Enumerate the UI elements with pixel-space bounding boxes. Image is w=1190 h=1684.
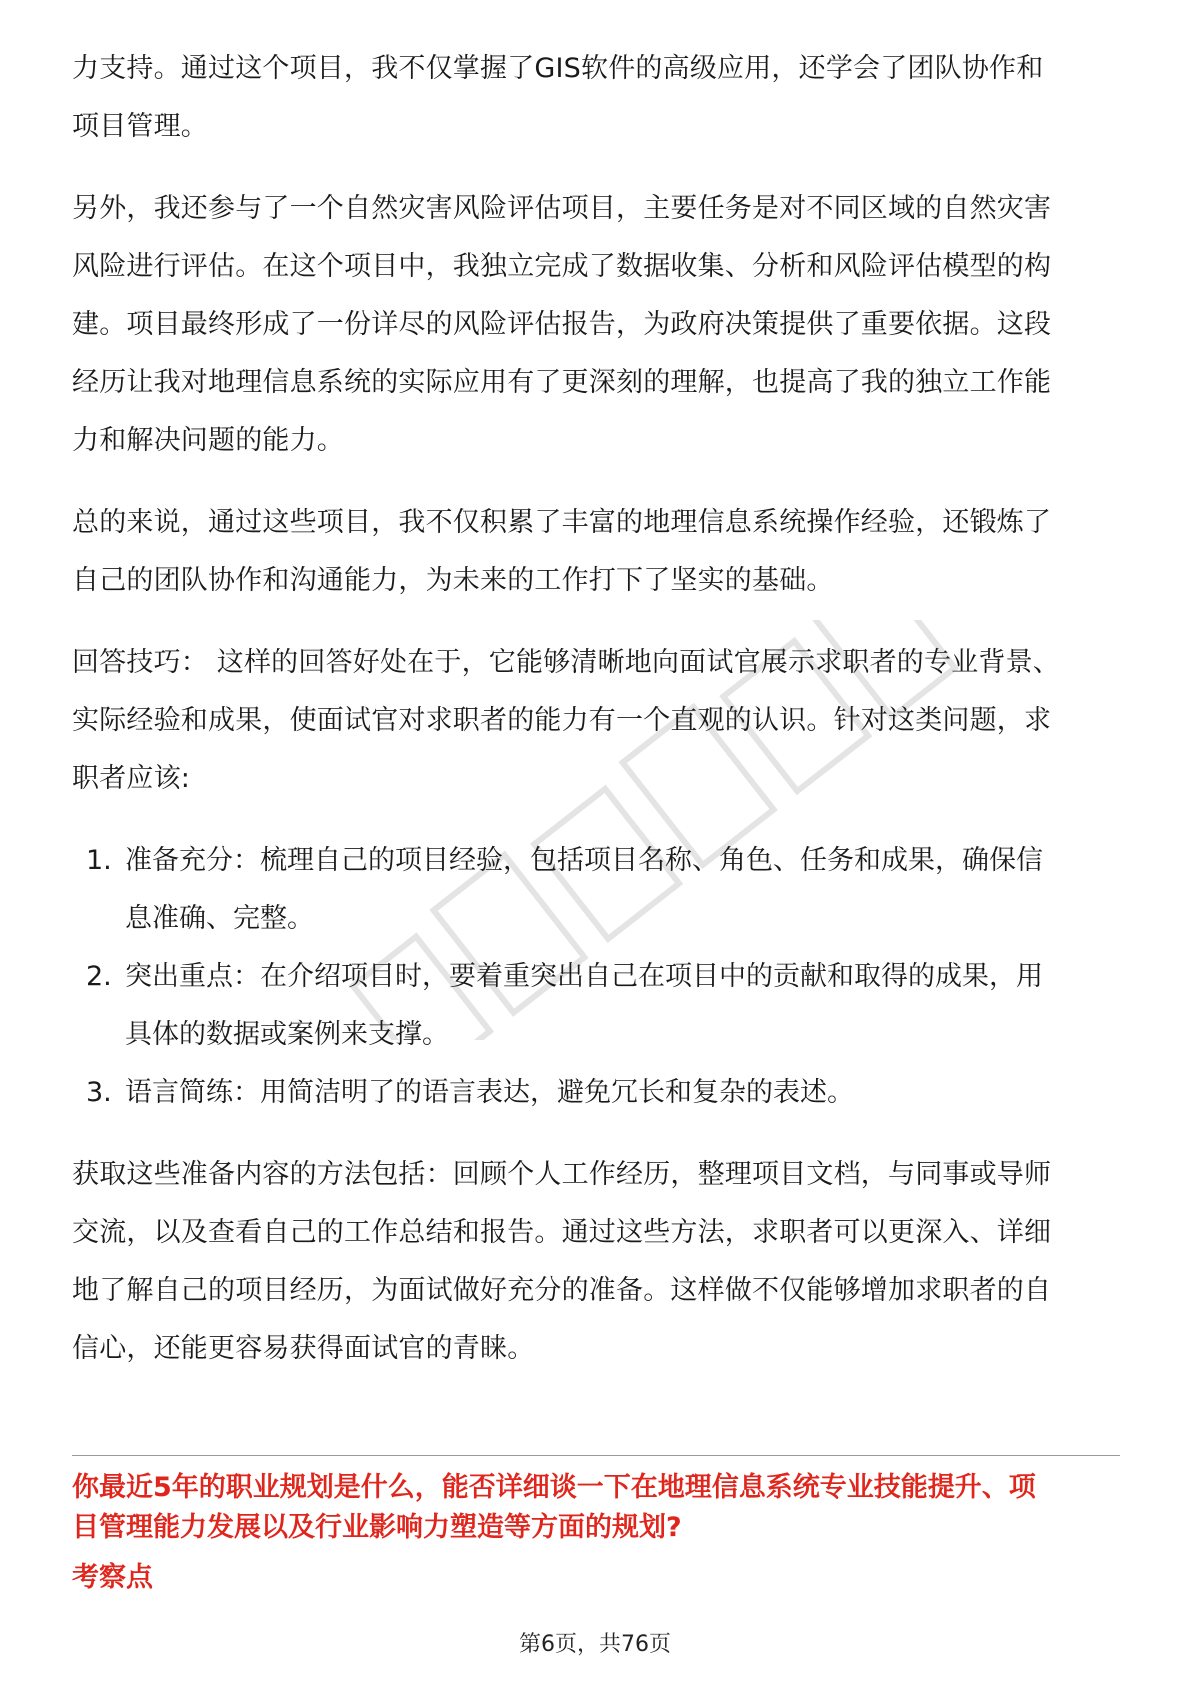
paragraph-line: 地了解自己的项目经历，为面试做好充分的准备。这样做不仅能够增加求职者的自 xyxy=(72,1275,1052,1306)
list-number: 1. xyxy=(86,845,112,876)
paragraph-line: 另外，我还参与了一个自然灾害风险评估项目，主要任务是对不同区域的自然灾害 xyxy=(72,193,1052,224)
paragraph-line: 实际经验和成果，使面试官对求职者的能力有一个直观的认识。针对这类问题，求 xyxy=(72,705,1052,736)
question-line: 目管理能力发展以及行业影响力塑造等方面的规划? xyxy=(72,1512,682,1543)
list-number: 3. xyxy=(86,1077,112,1108)
paragraph-line: 力和解决问题的能力。 xyxy=(72,425,344,456)
paragraph-line: 信心，还能更容易获得面试官的青睐。 xyxy=(72,1333,535,1364)
paragraph-line: 总的来说，通过这些项目，我不仅积累了丰富的地理信息系统操作经验，还锻炼了 xyxy=(72,507,1052,538)
list-item-line: 突出重点：在介绍项目时，要着重突出自己在项目中的贡献和取得的成果，用 xyxy=(125,961,1043,992)
question-line: 你最近5年的职业规划是什么，能否详细谈一下在地理信息系统专业技能提升、项 xyxy=(72,1472,1036,1503)
paragraph-line: 建。项目最终形成了一份详尽的风险评估报告，为政府决策提供了重要依据。这段 xyxy=(72,309,1052,340)
paragraph-line: 职者应该: xyxy=(72,763,191,794)
list-item xyxy=(72,832,1112,948)
list-item-line: 息准确、完整。 xyxy=(125,903,314,934)
section-divider xyxy=(72,1455,1120,1456)
list-number: 2. xyxy=(86,961,112,992)
paragraph-line: 回答技巧： 这样的回答好处在于，它能够清晰地向面试官展示求职者的专业背景、 xyxy=(72,647,1060,678)
paragraph-line: 交流，以及查看自己的工作总结和报告。通过这些方法，求职者可以更深入、详细 xyxy=(72,1217,1052,1248)
list-item xyxy=(72,948,1112,1064)
main-content xyxy=(72,40,1112,1378)
interview-question xyxy=(72,1468,1122,1548)
page-footer: 第6页，共76页 xyxy=(519,1632,671,1657)
paragraph-line: 获取这些准备内容的方法包括：回顾个人工作经历，整理项目文档，与同事或导师 xyxy=(72,1159,1052,1190)
paragraph-line: 风险进行评估。在这个项目中，我独立完成了数据收集、分析和风险评估模型的构 xyxy=(72,251,1052,282)
tips-list xyxy=(72,832,1112,1122)
list-item xyxy=(72,1064,1112,1122)
list-item-line: 语言简练：用简洁明了的语言表达，避免冗长和复杂的表述。 xyxy=(125,1077,854,1108)
section-subheading: 考察点 xyxy=(72,1562,153,1593)
list-item-line: 具体的数据或案例来支撑。 xyxy=(125,1019,449,1050)
paragraph-line: 自己的团队协作和沟通能力，为未来的工作打下了坚实的基础。 xyxy=(72,565,834,596)
list-item-line: 准备充分：梳理自己的项目经验，包括项目名称、角色、任务和成果，确保信 xyxy=(125,845,1043,876)
paragraph-line: 力支持。通过这个项目，我不仅掌握了GIS软件的高级应用，还学会了团队协作和 xyxy=(72,53,1044,84)
paragraph-line: 项目管理。 xyxy=(72,111,208,142)
paragraph-line: 经历让我对地理信息系统的实际应用有了更深刻的理解，也提高了我的独立工作能 xyxy=(72,367,1052,398)
